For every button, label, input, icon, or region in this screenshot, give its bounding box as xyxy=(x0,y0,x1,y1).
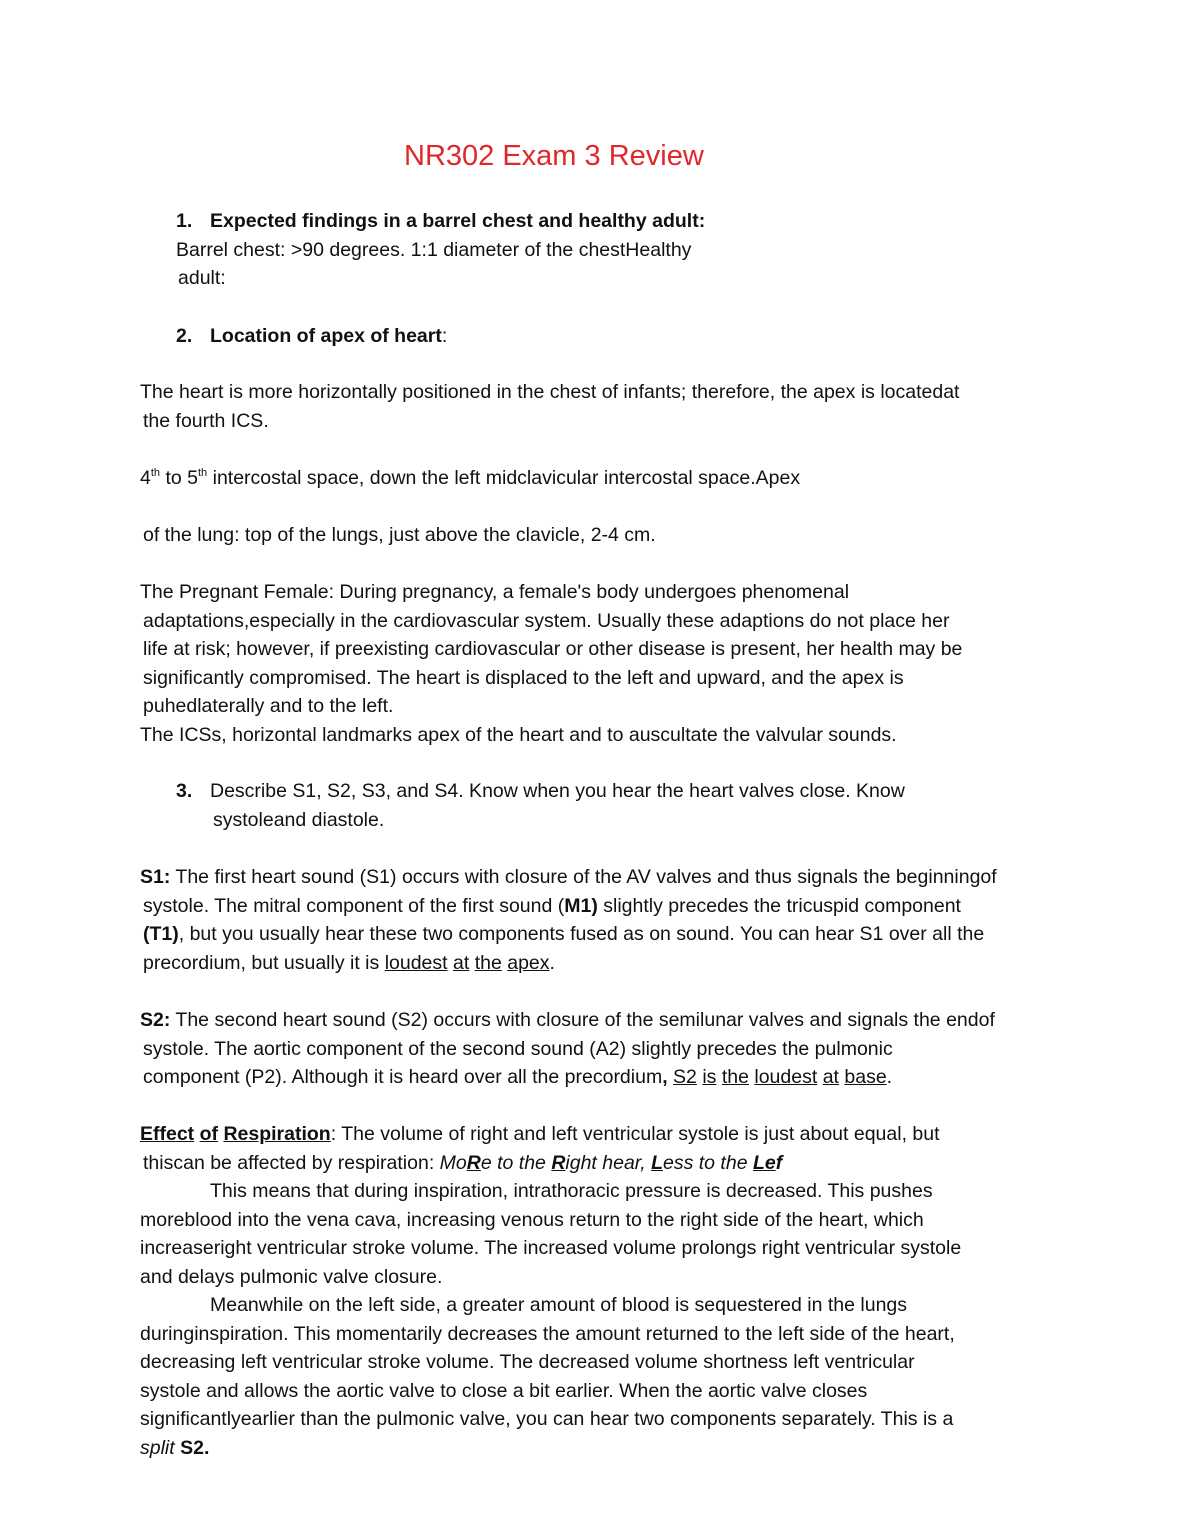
question-3-text: systoleand diastole. xyxy=(213,808,385,831)
paragraph-line xyxy=(140,1434,1120,1463)
underlined-word: at xyxy=(453,951,470,974)
mnemonic-part: Mo xyxy=(439,1151,467,1174)
paragraph-line: puhedlaterally and to the left. xyxy=(143,695,394,717)
respiration-text: : The volume of right and left ventricular systole is just about equal, but xyxy=(330,1123,940,1145)
paragraph-line: increaseright ventricular stroke volume. The increased volume prolongs right ventricular systole xyxy=(140,1237,962,1259)
question-number: 1. xyxy=(176,210,193,232)
paragraph-line: The ICSs, horizontal landmarks apex of the heart and to auscultate the valvular sounds. xyxy=(140,723,897,746)
underlined-word: the xyxy=(474,951,502,974)
paragraph-line: duringinspiration. This momentarily decreases the amount returned to the left side of the heart, xyxy=(140,1322,955,1345)
intercostal-line xyxy=(140,464,800,493)
s1-text: , but you usually hear these two components fused as on sound. You can hear S1 over all the xyxy=(178,923,985,945)
paragraph-line xyxy=(140,892,1120,921)
infants-paragraph xyxy=(140,378,1100,435)
period: . xyxy=(886,1066,893,1088)
underlined-word: base xyxy=(844,1066,887,1088)
paragraph-line: The heart is more horizontally positioned in the chest of infants; therefore, the apex is locatedat xyxy=(140,381,960,403)
paragraph-line xyxy=(140,949,1120,978)
mnemonic-letter: L xyxy=(651,1151,663,1174)
s1-text: slightly precedes the tricuspid component xyxy=(597,894,961,917)
split-term: split xyxy=(140,1436,175,1459)
s2-label: S2: xyxy=(140,1009,171,1031)
s1-text: precordium, but usually it is xyxy=(143,951,385,974)
paragraph-line: This means that during inspiration, intrathoracic pressure is decreased. This pushes xyxy=(210,1180,933,1202)
paragraph-line: Meanwhile on the left side, a greater amount of blood is sequestered in the lungs xyxy=(210,1294,908,1316)
mnemonic-part: ight hear, xyxy=(565,1151,652,1174)
question-2-heading-text: Location of apex of heart xyxy=(210,325,442,347)
lung-apex-line: of the lung: top of the lungs, just above the clavicle, 2-4 cm. xyxy=(143,524,656,546)
mnemonic-letter: R xyxy=(551,1151,566,1174)
paragraph-line xyxy=(140,863,1120,892)
question-3-text: Describe S1, S2, S3, and S4. Know when you hear the heart valves close. Know xyxy=(210,780,905,802)
underlined-word: at xyxy=(822,1066,839,1088)
underlined-word: the xyxy=(721,1066,749,1088)
s1-label: S1: xyxy=(140,866,171,888)
paragraph-line: systole. The aortic component of the second sound (A2) slightly precedes the pulmonic xyxy=(143,1037,893,1060)
heading-colon: : xyxy=(441,325,448,347)
ics-number: 4 xyxy=(140,467,151,489)
s1-paragraph xyxy=(140,863,1120,977)
paragraph-line: the fourth ICS. xyxy=(143,409,269,432)
underlined-word: loudest xyxy=(384,951,448,974)
underlined-comma: , xyxy=(662,1066,668,1088)
respiration-heading-word: Effect xyxy=(140,1123,195,1145)
mnemonic-letter: R xyxy=(466,1151,481,1174)
respiration-text: thiscan be affected by respiration: xyxy=(143,1151,440,1174)
question-3-line xyxy=(176,777,1076,806)
underlined-word: is xyxy=(702,1066,717,1088)
mnemonic-letter: Le xyxy=(752,1151,776,1174)
s2-text: component (P2). Although it is heard over all the precordium xyxy=(143,1066,663,1088)
mnemonic-part: ess to the xyxy=(662,1151,753,1174)
pregnant-female-paragraph xyxy=(140,578,1100,749)
question-2-heading xyxy=(176,322,447,351)
s1-text: systole. The mitral component of the first sound ( xyxy=(143,894,565,917)
question-1 xyxy=(176,207,1076,293)
question-number: 3. xyxy=(176,780,193,802)
underlined-word: apex xyxy=(507,951,550,974)
t1-term: (T1) xyxy=(143,923,179,945)
period: . xyxy=(549,951,555,974)
s2-term: S2. xyxy=(174,1436,210,1459)
question-number: 2. xyxy=(176,325,193,347)
question-1-heading-text: Expected findings in a barrel chest and healthy adult: xyxy=(210,210,706,232)
paragraph-line xyxy=(140,1149,1120,1178)
ics-number: to 5 xyxy=(165,467,198,489)
s2-paragraph xyxy=(140,1006,1120,1092)
underlined-word: S2 xyxy=(673,1066,697,1088)
paragraph-line xyxy=(140,1120,1120,1149)
paragraph-line: The Pregnant Female: During pregnancy, a female's body undergoes phenomenal xyxy=(140,581,850,603)
paragraph-line: systole and allows the aortic valve to close a bit earlier. When the aortic valve closes xyxy=(140,1379,868,1402)
paragraph-line: significantlyearlier than the pulmonic valve, you can hear two components separately. This is a xyxy=(140,1408,954,1430)
paragraph-line: adaptations,especially in the cardiovascular system. Usually these adaptions do not place her xyxy=(143,609,950,632)
paragraph-line: life at risk; however, if preexisting cardiovascular or other disease is present, her health may be xyxy=(143,638,963,660)
paragraph-line xyxy=(140,1006,1120,1035)
mnemonic-letter: f xyxy=(775,1151,783,1174)
barrel-chest-line: Barrel chest: >90 degrees. 1:1 diameter of the chestHealthy xyxy=(176,238,692,261)
s2-text: The second heart sound (S2) occurs with closure of the semilunar valves and signals the endof xyxy=(170,1009,995,1031)
paragraph-line: and delays pulmonic valve closure. xyxy=(140,1265,443,1288)
respiration-heading-word: of xyxy=(199,1123,219,1145)
mnemonic xyxy=(440,1152,783,1174)
paragraph-line: decreasing left ventricular stroke volume. The decreased volume shortness left ventricular xyxy=(140,1351,915,1373)
paragraph-line xyxy=(140,920,1120,949)
superscript: th xyxy=(150,467,161,479)
ics-text: intercostal space, down the left midclavicular intercostal space.Apex xyxy=(212,467,801,489)
question-3 xyxy=(176,777,1076,834)
paragraph-line: moreblood into the vena cava, increasing venous return to the right side of the heart, which xyxy=(140,1208,924,1231)
paragraph-line: significantly compromised. The heart is displaced to the left and upward, and the apex is xyxy=(143,666,904,689)
mnemonic-part: e to the xyxy=(480,1151,552,1174)
healthy-adult-line: adult: xyxy=(178,267,226,289)
respiration-section xyxy=(140,1120,1120,1462)
question-1-heading xyxy=(176,207,1076,236)
paragraph-line xyxy=(140,1063,1120,1092)
m1-term: M1) xyxy=(564,894,598,917)
superscript: th xyxy=(198,467,208,479)
respiration-heading-word: Respiration xyxy=(223,1123,331,1145)
s1-text: The first heart sound (S1) occurs with closure of the AV valves and thus signals the beginningof xyxy=(170,866,997,888)
underlined-word: loudest xyxy=(754,1066,818,1088)
document-title: NR302 Exam 3 Review xyxy=(404,140,704,172)
